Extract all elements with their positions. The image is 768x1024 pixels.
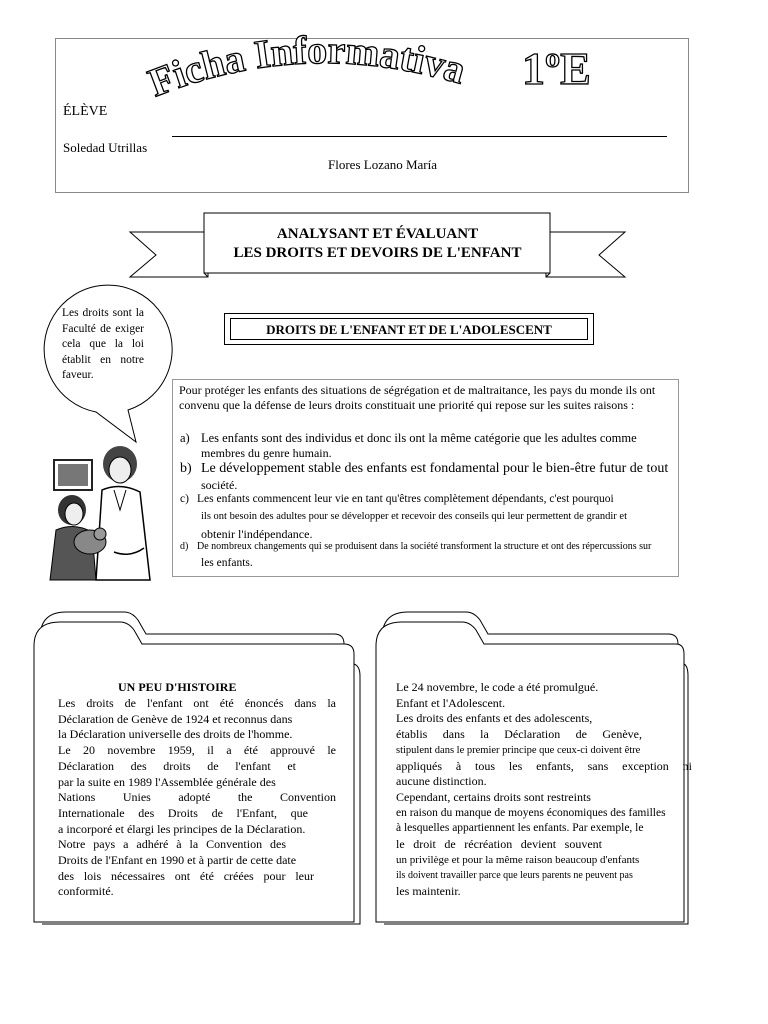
teacher-child-illustration [44,440,156,590]
title-text: Ficha Informativa [142,27,471,102]
code-line: les maintenir. [396,884,461,899]
item-c-line3: obtenir l'indépendance. [201,527,313,541]
code-line: à lesquelles appartiennent les enfants. Par exemple, le [396,822,644,835]
section-title: DROITS DE L'ENFANT ET DE L'ADOLESCENT [230,318,588,340]
history-line: Internationale des Droits de l'Enfant, que [58,805,308,820]
item-c-line1: Les enfants commencent leur vie en tant qu'êtres complètement dépendants, c'est pourquoi [197,493,614,505]
teacher-name: Soledad Utrillas [63,140,148,155]
code-line: ils doivent travailler parce que leurs parents ne peuvent pas [396,870,633,882]
code-line: en raison du manque de moyens économiques des familles [396,806,666,819]
history-line: conformité. [58,884,114,899]
history-title: UN PEU D'HISTOIRE [118,680,237,694]
code-line: appliqués à tous les enfants, sans exception ni [396,758,692,773]
student-name: Flores Lozano María [328,157,438,172]
item-d-line1: De nombreux changements qui se produisent dans la société transforment la structure et ont des répercussions sur [197,541,652,552]
history-text [58,696,336,900]
history-line: par la suite en 1989 l'Assemblée générale des [58,774,276,789]
code-line: établis dans la Déclaration de Genève, [396,727,642,742]
rights-intro: Pour protéger les enfants des situations de ségrégation et de maltraitance, les pays du monde ils ont convenu que la défense de leurs droits constituait une priorité qui repose sur les suites raisons : [179,383,656,412]
history-line: des lois nécessaires ont été créées pour leur [58,868,314,883]
history-line: a incorporé et élargi les principes de la Déclaration. [58,821,306,836]
banner-title-line2: LES DROITS ET DEVOIRS DE L'ENFANT [233,245,522,261]
item-b-marker: b) [180,461,192,476]
title-wordart [140,22,610,102]
item-a-marker: a) [180,431,190,445]
banner-title-line1: ANALYSANT ET ÉVALUANT [276,226,479,242]
item-c-marker: c) [180,493,189,505]
history-line: Les droits de l'enfant ont été énoncés dans la [58,696,336,710]
item-c-line2: ils ont besoin des adultes pour se développer et recevoir des conseils qui leur permettent de grandir et [201,511,627,522]
svg-text:Ficha Informativa [142,27,470,102]
history-line: Droits de l'Enfant en 1990 et à partir de cette date [58,853,297,868]
code-line: Les droits des enfants et des adolescents, [396,711,593,726]
bubble-text: Les droits sont la Faculté de exiger cela que la loi établit en notre faveur. [62,307,144,381]
code-line: Cependant, certains droits sont restreints [396,789,591,804]
code-line: Enfant et l'Adolescent. [396,695,506,710]
student-label: ÉLÈVE [63,104,108,119]
code-line: le droit de récréation devient souvent [396,837,602,852]
code-line: aucune distinction. [396,774,487,789]
history-line: Le 20 novembre 1959, il a été approuvé le [58,743,336,758]
history-line: Notre pays a adhéré à la Convention des [58,837,286,852]
history-line: Nations Unies adopté the Convention [58,790,336,805]
grade-text: 1ºE [522,43,591,94]
item-d-marker: d) [180,541,189,552]
history-line: la Déclaration universelle des droits de l'homme. [58,727,293,742]
item-b-line1: Le développement stable des enfants est fondamental pour le bien-être futur de tout [201,461,669,476]
history-line: Déclaration des droits de l'enfant et [58,758,296,773]
item-b-line2: société. [201,478,238,492]
code-text [396,680,692,900]
name-line [172,136,667,137]
code-line: Le 24 novembre, le code a été promulgué. [396,680,599,694]
item-d-line2: les enfants. [201,557,253,569]
code-line: stipulent dans le premier principe que ceux-ci doivent être [396,744,641,756]
item-a-line2: membres du genre humain. [201,446,332,460]
code-line: un privilège et pour la même raison beaucoup d'enfants [396,853,640,866]
item-a-line1: Les enfants sont des individus et donc ils ont la même catégorie que les adultes comme [201,431,637,445]
history-line: Déclaration de Genève de 1924 et reconnus dans [58,711,293,726]
